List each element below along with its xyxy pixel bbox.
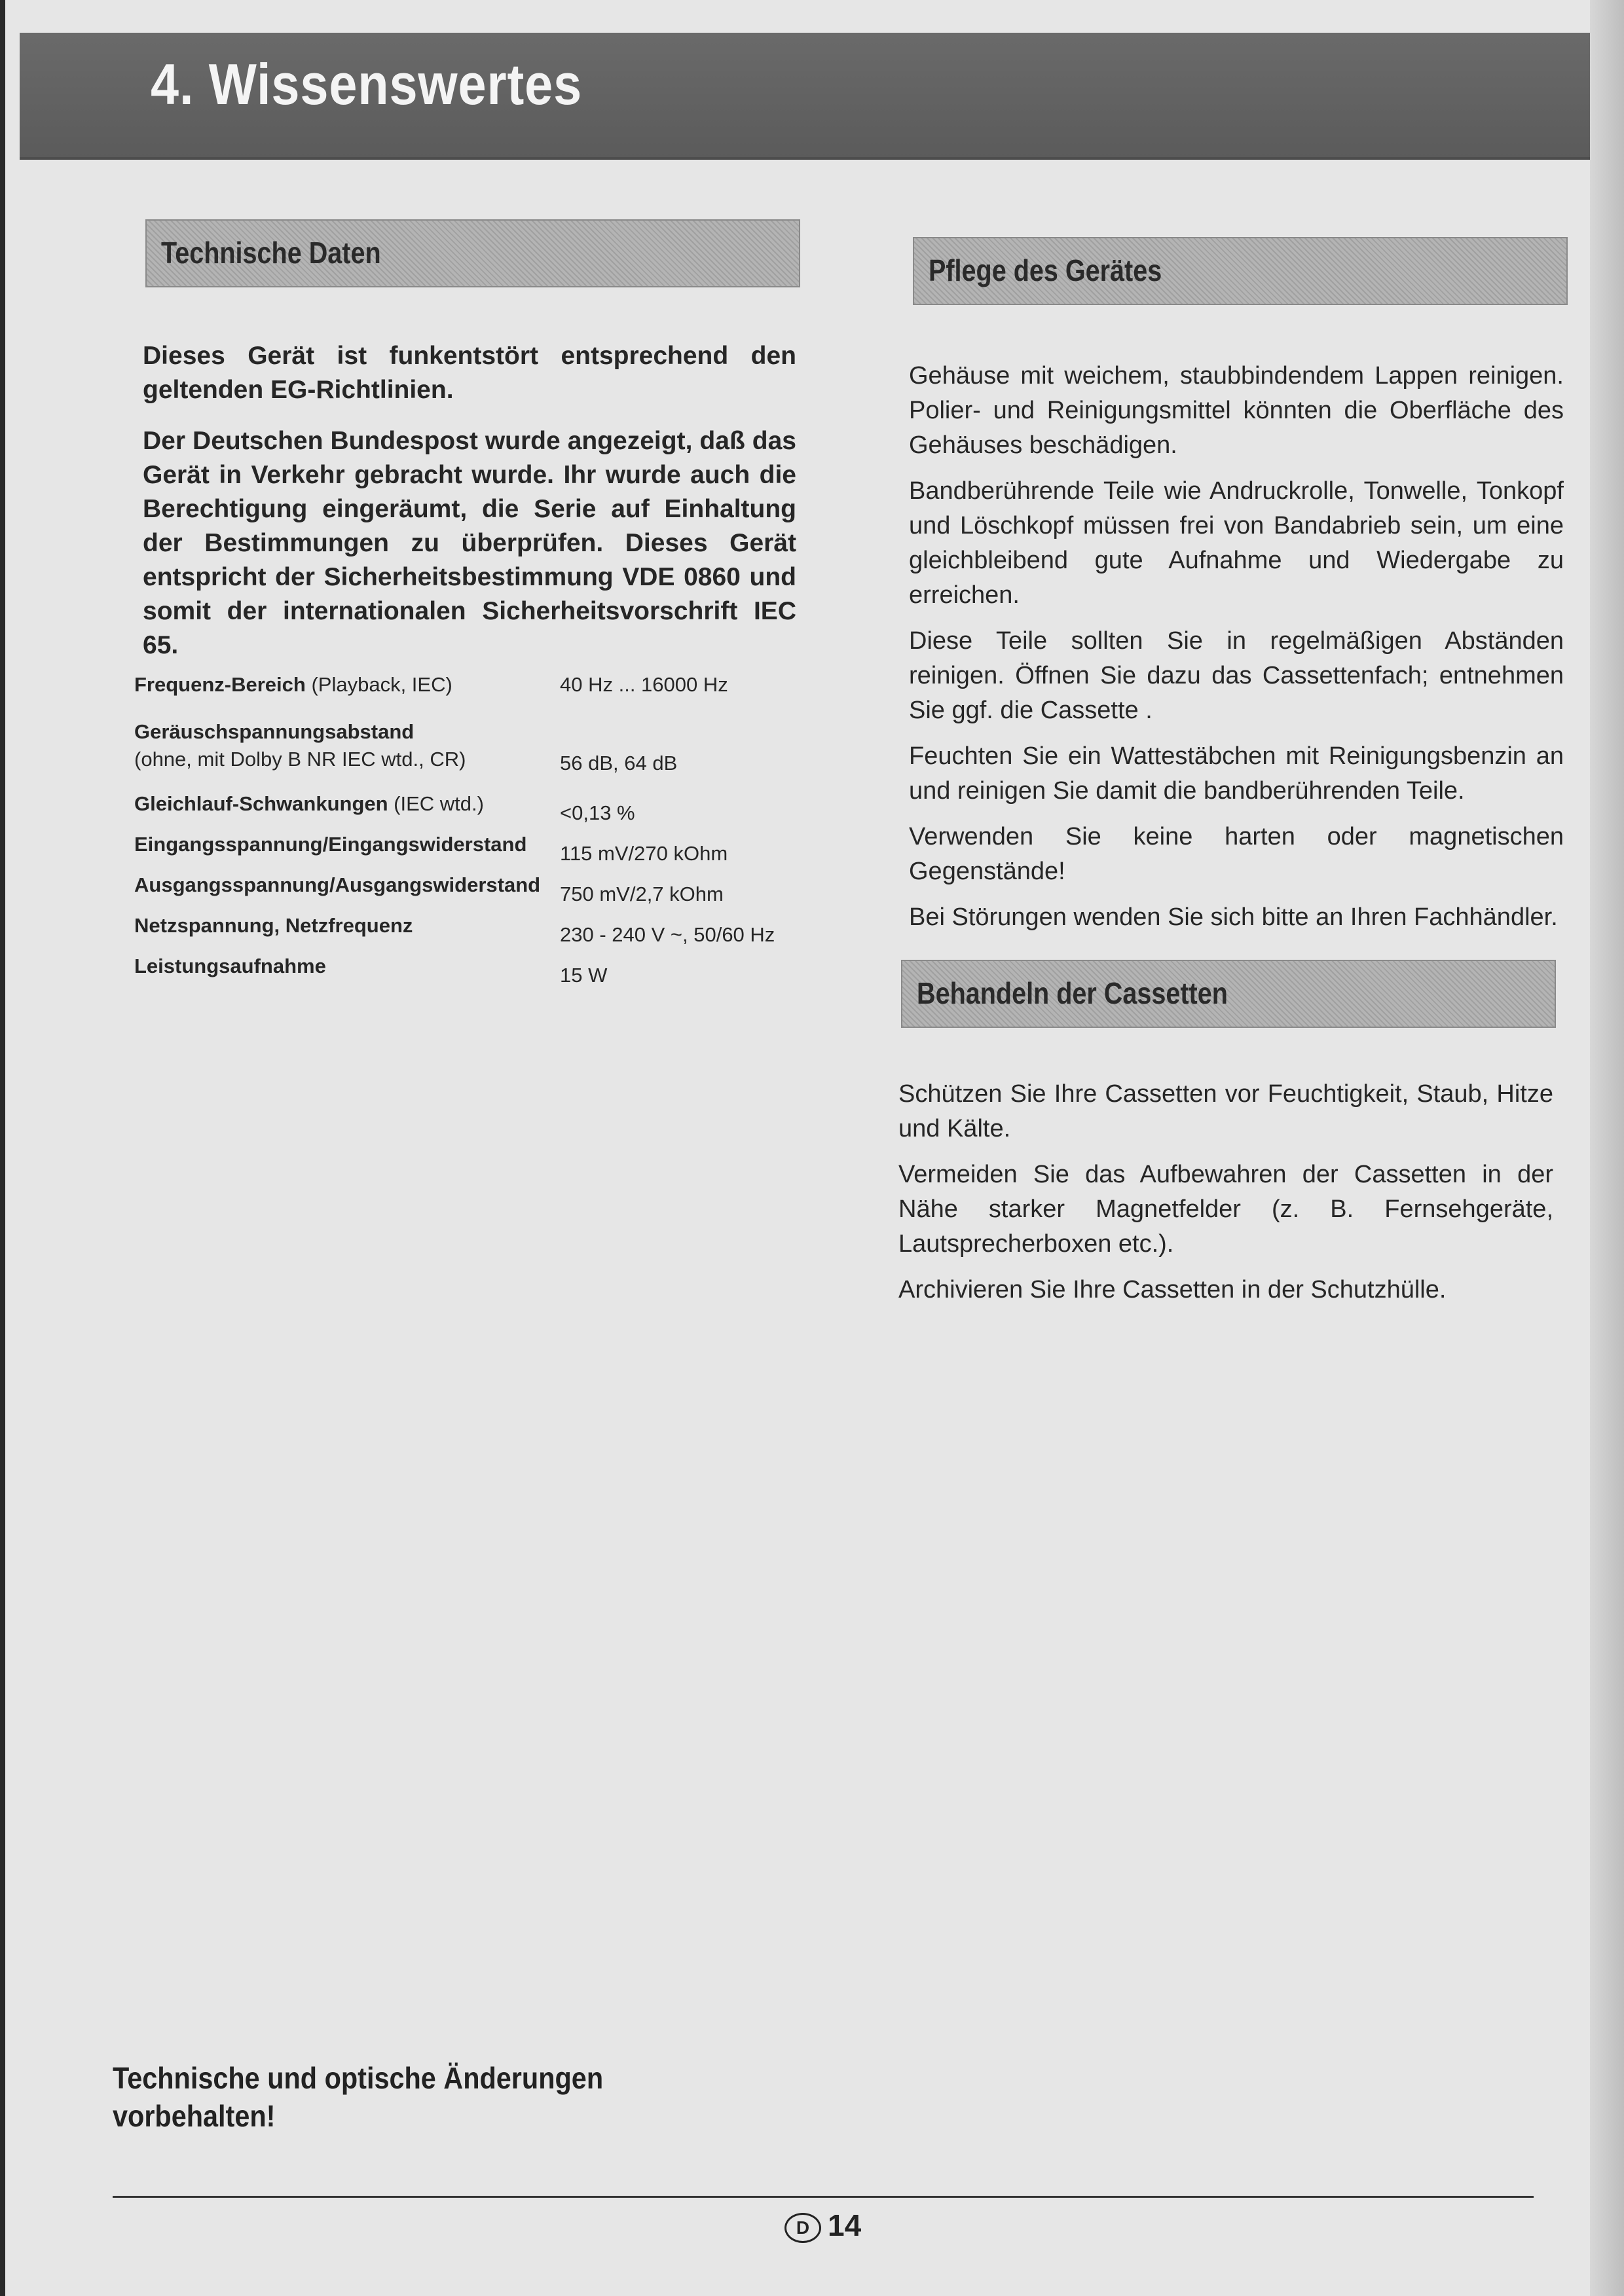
country-code-badge: D (784, 2213, 821, 2243)
body-paragraph: Bandberührende Teile wie Andruckrolle, Tonwelle, Tonkopf und Löschkopf müssen frei von Bandabrieb sein, um eine gleichbleibend gute Aufnahme und Wiedergabe zu erreichen. (909, 477, 1564, 609)
body-paragraph: Vermeiden Sie das Aufbewahren der Cassetten in der Nähe starker Magnetfelder (z. B. Fernsehgeräte, Lautsprecherboxen etc.). (898, 1161, 1553, 1258)
section-header-technische-daten (145, 219, 800, 287)
spec-value: 40 Hz ... 16000 Hz (560, 673, 728, 696)
spec-row (134, 671, 789, 718)
spec-value: 56 dB, 64 dB (560, 752, 678, 774)
section-header-cassetten (901, 960, 1556, 1028)
intro-paragraph: Dieses Gerät ist funkentstört entsprechend den geltenden EG-Richtlinien. (143, 342, 796, 404)
spec-value: <0,13 % (560, 801, 635, 824)
page-edge (0, 0, 5, 2296)
spec-note: (Playback, IEC) (305, 673, 452, 696)
section-title: Technische Daten (161, 236, 381, 270)
page-number: 14 (828, 2208, 862, 2242)
intro-paragraph: Der Deutschen Bundespost wurde angezeigt, daß das Gerät in Verkehr gebracht wurde. Ihr wurde auch die Berechtigung eingeräumt, die Serie auf Einhaltung der Bestimmungen zu überprüfen. Dieses Gerät entspricht der Sicherheitsbestimmung VDE 0860 und somit der internationalen Sicherheitsvorschrift IEC 65. (143, 427, 796, 659)
pflege-text (909, 359, 1564, 946)
body-paragraph: Verwenden Sie keine harten oder magnetischen Gegenstände! (909, 823, 1564, 885)
spec-note: (ohne, mit Dolby B NR IEC wtd., CR) (134, 748, 466, 771)
spec-value: 750 mV/2,7 kOhm (560, 883, 724, 905)
intro-text (143, 339, 796, 680)
section-title: Behandeln der Cassetten (917, 976, 1228, 1010)
spec-label: Ausgangsspannung/Ausgangswiderstand (134, 873, 541, 896)
spec-row (134, 912, 789, 953)
spec-label: Leistungsaufnahme (134, 955, 326, 977)
spec-label: Gleichlauf-Schwankungen (134, 792, 388, 815)
footer-divider (113, 2196, 1534, 2198)
body-paragraph: Schützen Sie Ihre Cassetten vor Feuchtigkeit, Staub, Hitze und Kälte. (898, 1080, 1553, 1142)
body-paragraph: Diese Teile sollten Sie in regelmäßigen Abständen reinigen. Öffnen Sie dazu das Cassettenfach; entnehmen Sie ggf. die Cassette . (909, 627, 1564, 724)
page-edge (1590, 0, 1624, 2296)
body-paragraph: Feuchten Sie ein Wattestäbchen mit Reinigungsbenzin an und reinigen Sie damit die bandberührenden Teile. (909, 742, 1564, 805)
spec-row (134, 953, 789, 993)
spec-value: 115 mV/270 kOhm (560, 842, 728, 865)
spec-value: 230 - 240 V ~, 50/60 Hz (560, 923, 775, 946)
spec-row (134, 831, 789, 871)
section-header-pflege (913, 237, 1568, 305)
spec-row (134, 718, 789, 790)
spec-note: (IEC wtd.) (388, 792, 484, 815)
spec-label: Geräuschspannungsabstand (134, 720, 415, 743)
spec-label: Netzspannung, Netzfrequenz (134, 914, 413, 937)
body-paragraph: Bei Störungen wenden Sie sich bitte an Ihren Fachhändler. (909, 903, 1558, 931)
spec-label: Frequenz-Bereich (134, 673, 306, 696)
cassetten-text (898, 1077, 1553, 1319)
spec-row (134, 871, 789, 912)
spec-label: Eingangsspannung/Eingangswiderstand (134, 833, 527, 856)
spec-row (134, 790, 789, 831)
body-paragraph: Gehäuse mit weichem, staubbindendem Lappen reinigen. Polier- und Reinigungsmittel könnten die Oberfläche des Gehäuses beschädigen. (909, 362, 1564, 459)
spec-table (134, 671, 789, 993)
page-footer (784, 2208, 861, 2243)
chapter-title: 4. Wissenswertes (151, 52, 583, 117)
spec-value: 15 W (560, 964, 608, 987)
body-paragraph: Archivieren Sie Ihre Cassetten in der Schutzhülle. (898, 1276, 1447, 1303)
section-title: Pflege des Gerätes (929, 253, 1162, 287)
disclaimer-note: Technische und optische Änderungen vorbehalten! (113, 2061, 604, 2133)
